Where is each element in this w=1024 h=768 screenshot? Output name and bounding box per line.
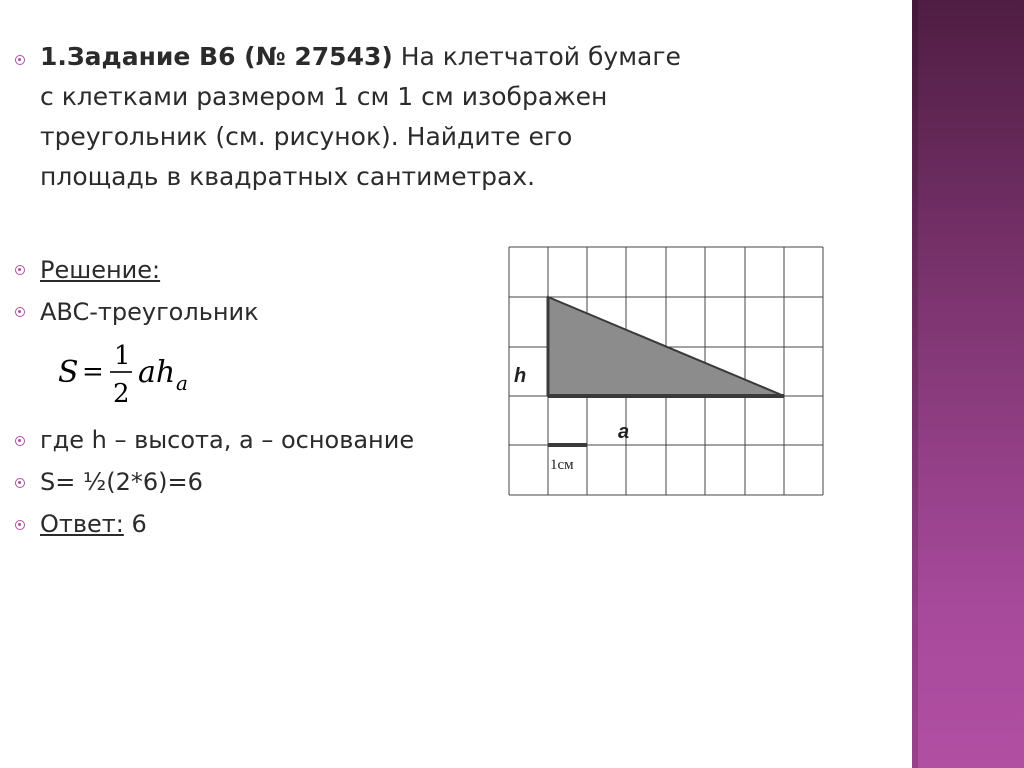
formula-subscript: a bbox=[176, 371, 188, 395]
decorative-side-band bbox=[912, 0, 1024, 768]
where-line: где h – высота, a – основание bbox=[40, 426, 415, 454]
answer-line bbox=[40, 505, 147, 543]
task-text-1: На клетчатой бумаге bbox=[392, 42, 681, 71]
answer-value: 6 bbox=[123, 510, 147, 538]
a-label: a bbox=[618, 421, 630, 443]
calc-line: S= ½(2*6)=6 bbox=[40, 468, 203, 496]
bullet-icon bbox=[15, 520, 25, 530]
bullet-icon bbox=[15, 478, 25, 488]
formula-rhs: ah bbox=[138, 355, 176, 390]
bullet-icon bbox=[15, 307, 25, 317]
formula-lhs: S bbox=[58, 355, 79, 390]
scale-label: 1см bbox=[550, 457, 574, 473]
formula-denominator: 2 bbox=[113, 379, 130, 408]
bullet-icon bbox=[15, 55, 25, 65]
bullet-icon bbox=[15, 436, 25, 446]
solution-label: Решение: bbox=[40, 256, 161, 284]
bullet-icon bbox=[15, 265, 25, 275]
formula-equals: = bbox=[82, 357, 104, 387]
triangle-label: ABC-треугольник bbox=[40, 298, 259, 326]
task-number: 1.Задание B6 (№ 27543) bbox=[40, 42, 393, 71]
grid-figure bbox=[508, 246, 824, 496]
h-label: h bbox=[514, 365, 527, 387]
answer-label: Ответ: bbox=[40, 510, 124, 538]
task-line-3: треугольник (см. рисунок). Найдите его bbox=[40, 122, 573, 151]
task-line-1 bbox=[40, 38, 681, 76]
area-formula bbox=[56, 336, 196, 408]
task-line-4: площадь в квадратных сантиметрах. bbox=[40, 162, 536, 191]
formula-numerator: 1 bbox=[114, 341, 131, 371]
task-line-2: с клетками размером 1 см 1 см изображен bbox=[40, 82, 608, 111]
